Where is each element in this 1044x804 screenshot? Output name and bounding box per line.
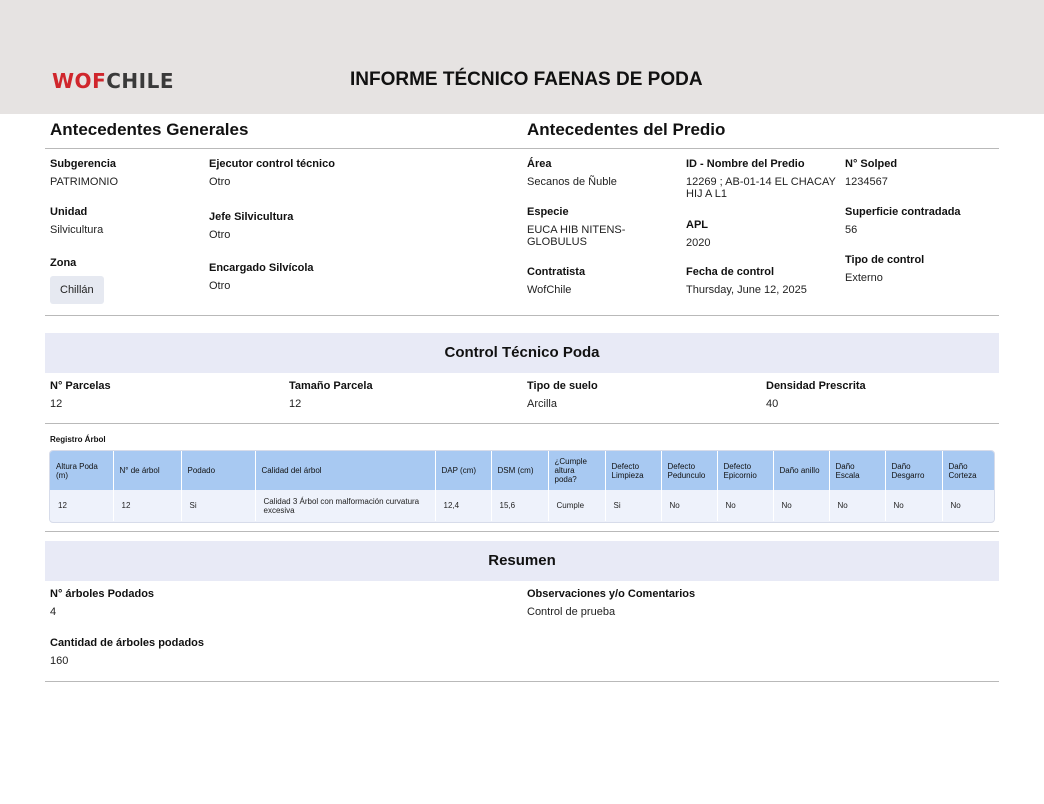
field-parcelas: N° Parcelas 12 [50,380,111,410]
table-cell: No [773,490,829,521]
field-contratista: Contratista WofChile [527,266,586,296]
section-band-resumen: Resumen [45,541,999,581]
divider [45,148,999,149]
zona-chip[interactable]: Chillán [50,276,104,304]
field-tipo-suelo: Tipo de suelo Arcilla [527,380,598,410]
section-band-control-tecnico: Control Técnico Poda [45,333,999,373]
table-cell: Si [181,490,255,521]
table-cell: No [829,490,885,521]
table-header-cell: Altura Poda (m) [50,451,113,490]
section-title-antecedentes-generales: Antecedentes Generales [50,120,249,139]
field-solped: N° Solped 1234567 [845,158,898,188]
table-header-cell: ¿Cumple altura poda? [548,451,605,490]
table-header-cell: Daño anillo [773,451,829,490]
company-logo: WOFCHILE [52,69,174,93]
field-unidad: Unidad Silvicultura [50,206,104,236]
divider [45,531,999,532]
field-superficie: Superficie contradada 56 [845,206,961,236]
registro-arbol-table [49,450,995,523]
table-header-cell: Daño Corteza [942,451,995,490]
table-cell: No [661,490,717,521]
divider [45,423,999,424]
table-header-cell: Defecto Pedunculo [661,451,717,490]
table-header-cell: Podado [181,451,255,490]
field-area: Área Secanos de Ñuble [527,158,617,188]
field-cantidad-podados: Cantidad de árboles podados 160 [50,637,205,667]
field-encargado-silvicola: Encargado Silvícola Otro [209,262,314,292]
divider [45,315,999,316]
registro-arbol-title: Registro Árbol [50,435,106,444]
table-header-cell: Calidad del árbol [255,451,435,490]
table-header-cell: Daño Escala [829,451,885,490]
table-header-cell: N° de árbol [113,451,181,490]
table-cell: Si [605,490,661,521]
field-subgerencia: Subgerencia PATRIMONIO [50,158,119,188]
field-id-predio: ID - Nombre del Predio 12269 ; AB-01-14 EL CHACAY HIJ A L1 [686,158,836,200]
table-header-cell: Defecto Limpieza [605,451,661,490]
field-tipo-control: Tipo de control Externo [845,254,925,284]
table-cell: Cumple [548,490,605,521]
field-zona: Zona Chillán [50,257,104,304]
table-cell: No [942,490,995,521]
field-especie: Especie EUCA HIB NITENS- GLOBULUS [527,206,626,248]
report-header [0,0,1044,114]
field-tamano-parcela: Tamaño Parcela 12 [289,380,373,410]
field-apl: APL 2020 [686,219,711,249]
report-title: INFORME TÉCNICO FAENAS DE PODA [350,69,703,90]
table-header-row [50,451,995,490]
table-header-cell: Defecto Epicornio [717,451,773,490]
table-cell: 15,6 [491,490,548,521]
table-cell: Calidad 3 Árbol con malformación curvatura excesiva [255,490,435,521]
field-arboles-podados: N° árboles Podados 4 [50,588,155,618]
table-body [50,490,995,521]
field-densidad-prescrita: Densidad Prescrita 40 [766,380,866,410]
table-cell: No [885,490,942,521]
section-title-antecedentes-predio: Antecedentes del Predio [527,120,726,139]
table-cell: No [717,490,773,521]
field-jefe-silvicultura: Jefe Silvicultura Otro [209,211,294,241]
field-observaciones: Observaciones y/o Comentarios Control de prueba [527,588,696,618]
table-cell: 12,4 [435,490,491,521]
table-header-cell: DSM (cm) [491,451,548,490]
table-header-cell: Daño Desgarro [885,451,942,490]
table-header-cell: DAP (cm) [435,451,491,490]
field-fecha-control: Fecha de control Thursday, June 12, 2025 [686,266,807,296]
table-cell: 12 [113,490,181,521]
divider [45,681,999,682]
table-cell: 12 [50,490,113,521]
table-row [50,490,995,521]
field-ejecutor: Ejecutor control técnico Otro [209,158,335,188]
